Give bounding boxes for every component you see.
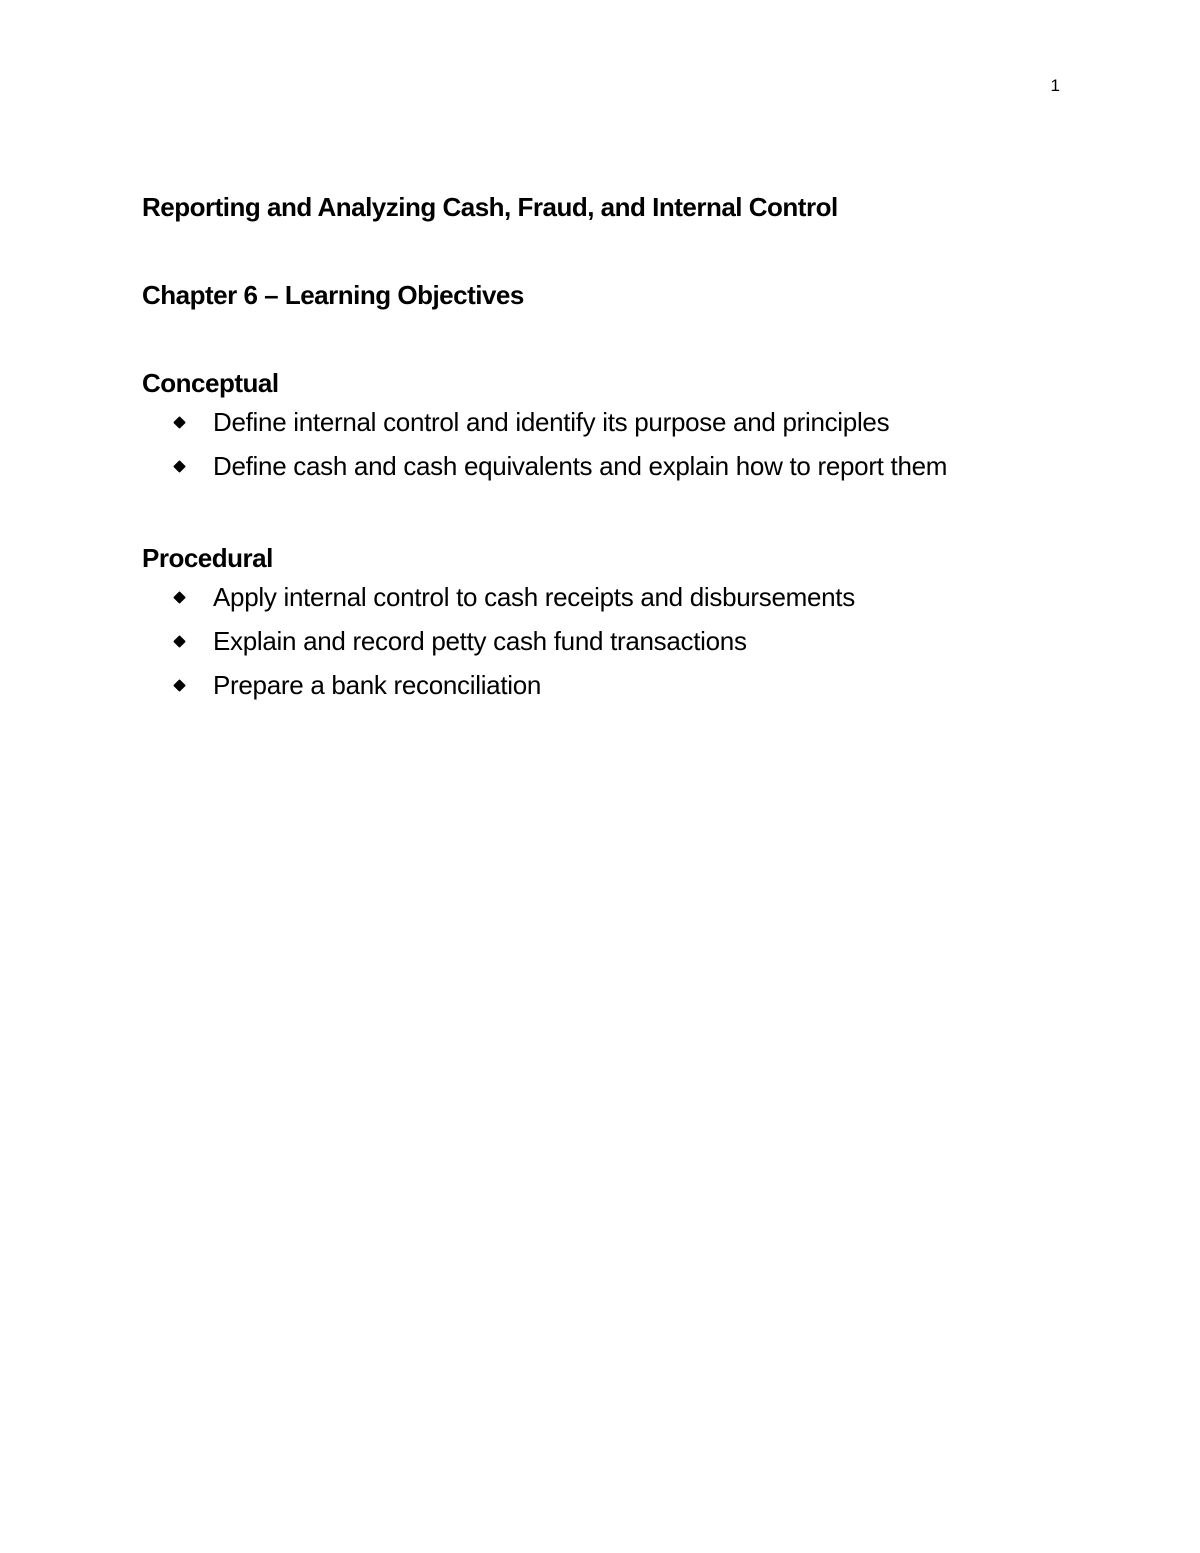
list-item <box>142 575 855 619</box>
list-item <box>142 444 947 488</box>
document-title: Reporting and Analyzing Cash, Fraud, and Internal Control <box>142 192 838 222</box>
list-item-text: Explain and record petty cash fund transactions <box>213 626 747 656</box>
bullet-icon <box>173 416 186 429</box>
procedural-objectives-list <box>142 575 855 707</box>
list-item <box>142 400 947 444</box>
list-item <box>142 663 855 707</box>
page-number: 1 <box>1050 76 1060 95</box>
list-item-text: Prepare a bank reconciliation <box>213 670 542 700</box>
section-conceptual <box>142 366 947 488</box>
conceptual-objectives-list <box>142 400 947 488</box>
list-item-text: Define internal control and identify its purpose and principles <box>213 407 890 437</box>
chapter-heading: Chapter 6 – Learning Objectives <box>142 280 524 310</box>
section-procedural <box>142 541 855 707</box>
list-item <box>142 619 855 663</box>
section-heading-procedural: Procedural <box>142 543 273 573</box>
bullet-icon <box>173 460 186 473</box>
bullet-icon <box>173 679 186 692</box>
bullet-icon <box>173 591 186 604</box>
section-heading-conceptual: Conceptual <box>142 368 279 398</box>
list-item-text: Define cash and cash equivalents and explain how to report them <box>213 451 948 481</box>
bullet-icon <box>173 635 186 648</box>
list-item-text: Apply internal control to cash receipts and disbursements <box>213 582 855 612</box>
